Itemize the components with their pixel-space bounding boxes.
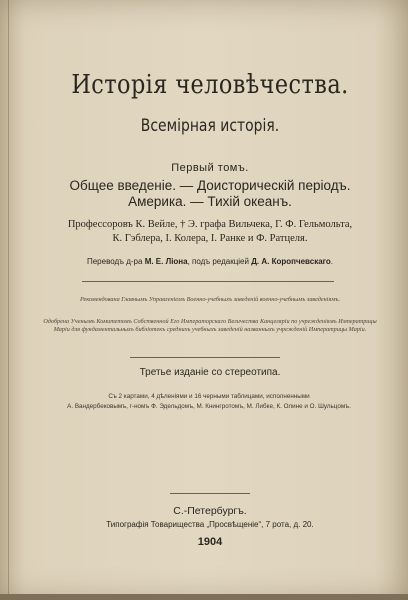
translation-prefix: Переводъ д-ра bbox=[86, 257, 143, 266]
contents-line-1: Общее введеніе. — Доисторическій періодъ. bbox=[69, 178, 351, 193]
recommendation-2: Одобрена Ученымъ Комитетомъ Собственной Его Императорскаго Величества Канцеляріи по учрежденіямъ Императрицы Маріи для фундаментальныхъ библіотекъ среднихъ учебныхъ заведеній названныхъ учрежденій Императрицы Маріи. bbox=[43, 318, 377, 333]
maps-line-1: Съ 2 картами, 4 дѣленіями и 16 черными таблицами, исполненными bbox=[108, 393, 310, 400]
publication-year: 1904 bbox=[197, 536, 223, 548]
authors-line-1: Профессоровъ К. Вейле, † Э. графа Вильчека, Г. Ф. Гельмольта, bbox=[67, 219, 353, 230]
edition-note: Третье изданіе со стереотипа. bbox=[139, 367, 281, 378]
translator-name: М. Е. Ліона bbox=[144, 257, 188, 266]
page-bottom-edge bbox=[0, 594, 408, 600]
recommendation-1: Рекомендована Главнымъ Управленіемъ Военно-учебныхъ заведеній военно-учебнымъ заведеніямъ. bbox=[79, 296, 341, 303]
page-edge-line bbox=[8, 0, 9, 600]
volume-label: Первый томъ. bbox=[171, 162, 249, 174]
translation-credit: Переводъ д-ра М. Е. Ліона, подъ редакціей Д. А. Коропчевскаго. bbox=[86, 257, 334, 266]
contents-line-2: Америка. — Тихій океанъ. bbox=[128, 194, 292, 209]
editor-name: Д. А. Коропчевскаго bbox=[251, 257, 331, 266]
divider-rule bbox=[170, 493, 250, 494]
divider-rule bbox=[82, 281, 334, 282]
divider-rule bbox=[130, 357, 280, 358]
translation-mid: , подъ редакціей bbox=[187, 257, 249, 266]
book-subtitle: Всемірная исторія. bbox=[140, 116, 280, 136]
printer-line: Типографія Товарищества „Просвѣщеніе“, 7 рота, д. 20. bbox=[106, 520, 314, 529]
maps-line-2: А. Вандербековымъ, г-номъ Ф. Эдельдомъ, М. Кнингротомъ, М. Либке, К. Олине и О. Шульцомъ. bbox=[67, 403, 351, 410]
authors-line-2: К. Гэблера, І. Колера, І. Ранке и Ф. Ратцеля. bbox=[112, 233, 308, 244]
publication-city: С.-Петербургъ. bbox=[173, 505, 247, 517]
book-title: Исторія человѣчества. bbox=[71, 70, 349, 100]
